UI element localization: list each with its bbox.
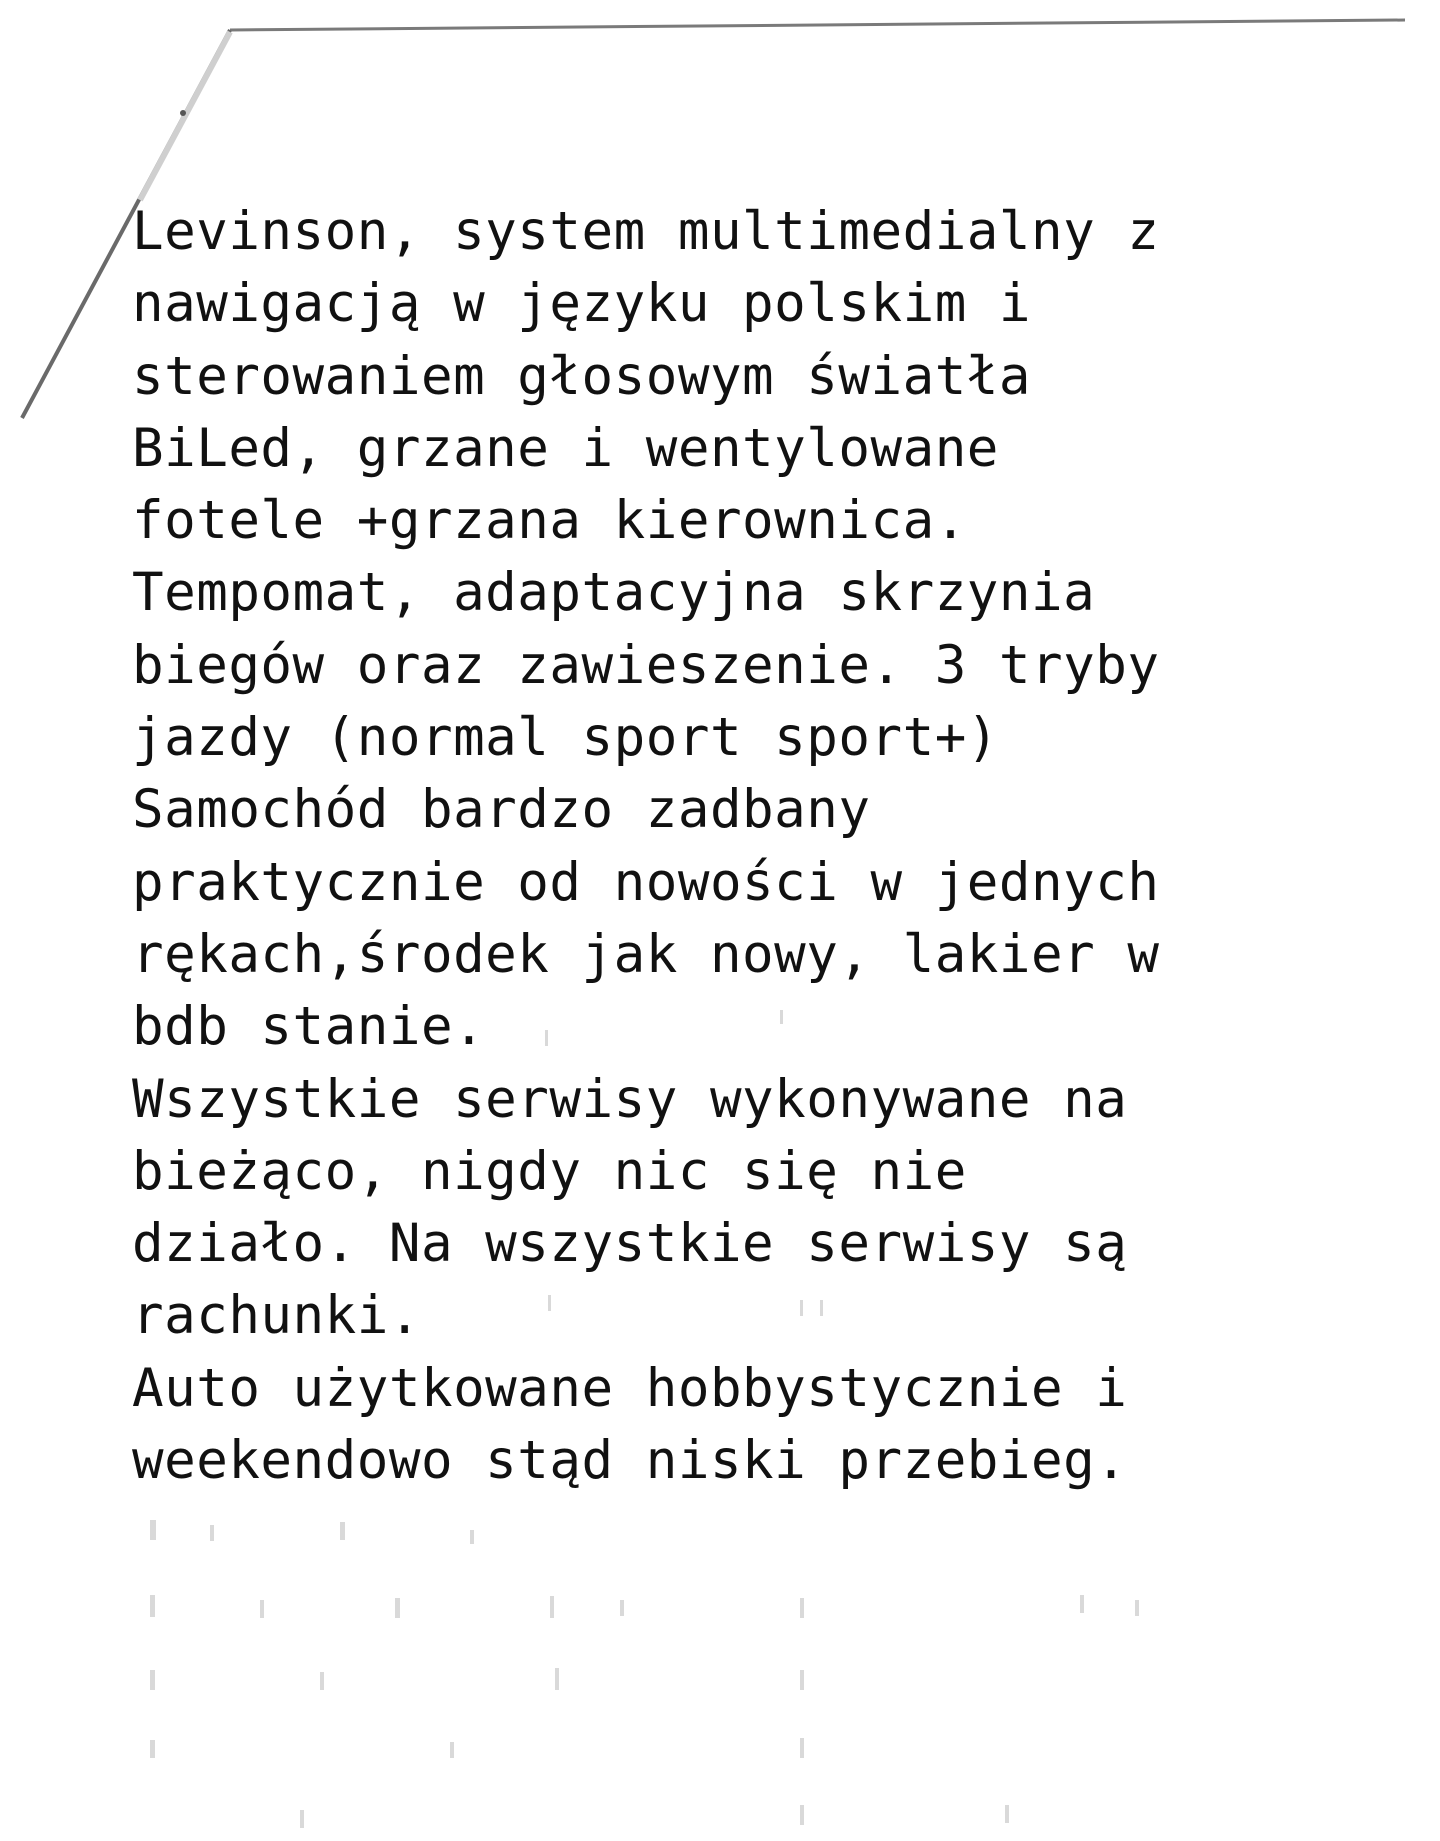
text-line: Samochód bardzo zadbany xyxy=(132,779,871,841)
text-line: nawigacją w języku polskim i xyxy=(132,273,1032,335)
typed-text-block xyxy=(132,196,1292,1497)
text-line: Auto użytkowane hobbystycznie i xyxy=(132,1357,1128,1419)
text-line: jazdy (normal sport sport+) xyxy=(132,707,999,769)
text-line: Wszystkie serwisy wykonywane na xyxy=(132,1068,1128,1130)
text-line: Levinson, system multimedialny z xyxy=(132,201,1160,262)
text-line: Tempomat, adaptacyjna skrzynia xyxy=(132,562,1096,624)
text-line: rachunki. xyxy=(132,1285,421,1347)
text-line: weekendowo stąd niski przebieg. xyxy=(132,1430,1128,1492)
text-line: bdb stanie. xyxy=(132,996,486,1058)
text-line: praktycznie od nowości w jednych xyxy=(132,851,1160,913)
text-line: sterowaniem głosowym światła xyxy=(132,345,1032,407)
text-line: BiLed, grzane i wentylowane xyxy=(132,417,999,479)
text-line: działo. Na wszystkie serwisy są xyxy=(132,1213,1128,1275)
text-line: bieżąco, nigdy nic się nie xyxy=(132,1140,967,1202)
text-line: biegów oraz zawieszenie. 3 tryby xyxy=(132,634,1160,696)
text-line: fotele +grzana kierownica. xyxy=(132,490,967,552)
text-line: rękach,środek jak nowy, lakier w xyxy=(132,923,1160,985)
